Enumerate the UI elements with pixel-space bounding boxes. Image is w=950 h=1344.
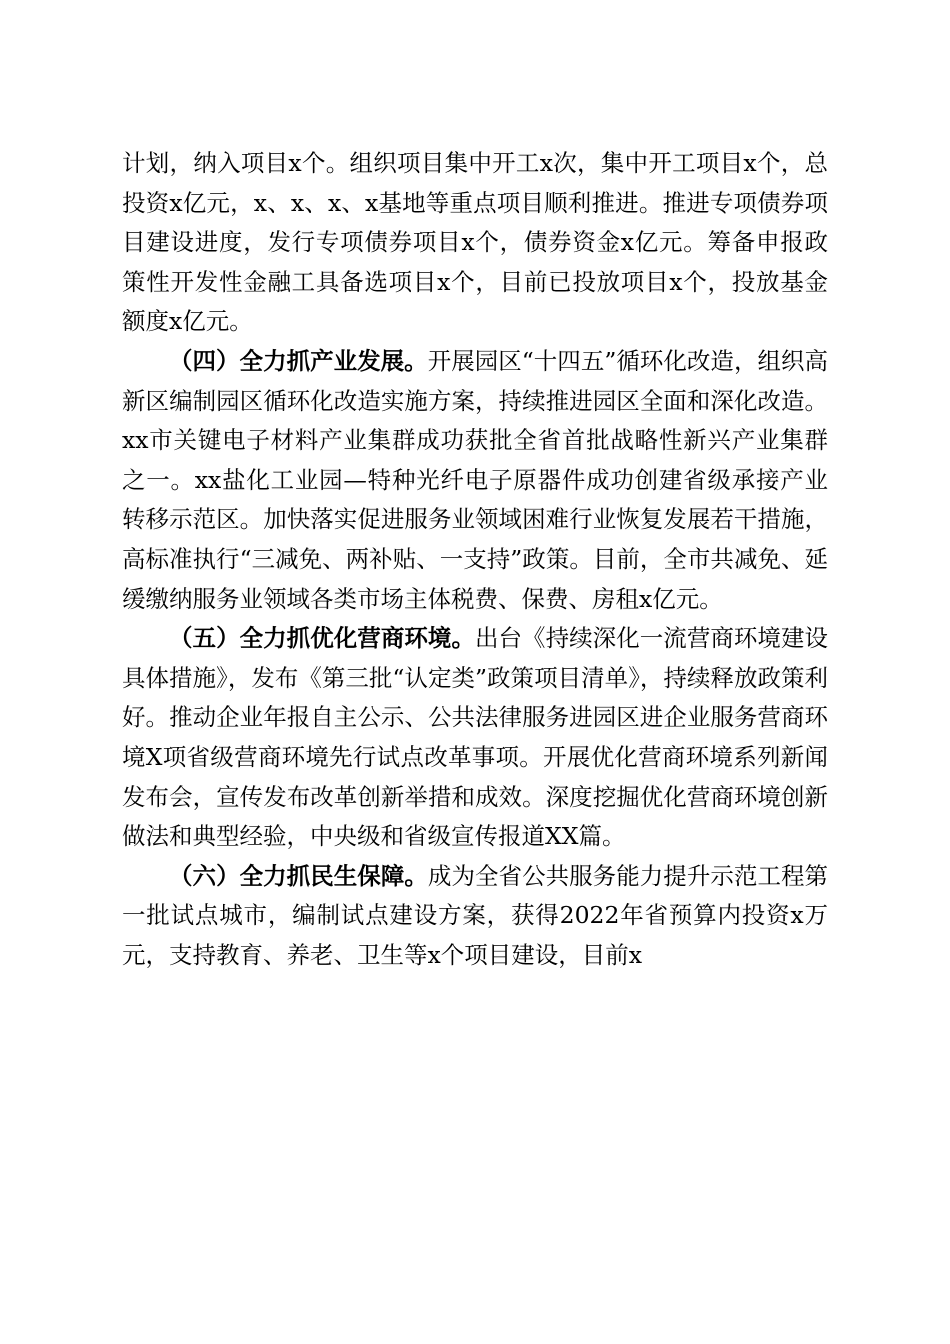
section-heading-5: （五）全力抓优化营商环境。 bbox=[169, 624, 475, 653]
document-body bbox=[122, 144, 828, 975]
paragraph-text: 成为全省公共服务能力提升示范工程第一批试点城市，编制试点建设方案，获得2022年省预算内投资x万元，支持教育、养老、卫生等x个项目建设，目前x bbox=[122, 861, 829, 969]
section-heading-4: （四）全力抓产业发展。 bbox=[169, 346, 428, 375]
paragraph-business-environment bbox=[122, 619, 828, 857]
paragraph-industry-development bbox=[122, 342, 828, 619]
paragraph-text: 出台《持续深化一流营商环境建设具体措施》，发布《第三批“认定类”政策项目清单》，持续释放政策利好。推动企业年报自主公示、公共法律服务进园区进企业服务营商环境X项省级营商环境先行试点改革事项。开展优化营商环境系列新闻发布会，宣传发布改革创新举措和成效。深度挖掘优化营商环境创新做法和典型经验，中央级和省级宣传报道XX篇。 bbox=[122, 624, 829, 851]
paragraph-livelihood bbox=[122, 857, 828, 976]
paragraph-text: 开展园区“十四五”循环化改造，组织高新区编制园区循环化改造实施方案，持续推进园区全面和深化改造。xx市关键电子材料产业集群成功获批全省首批战略性新兴产业集群之一。xx盐化工业园—特种光纤电子原器件成功创建省级承接产业转移示范区。加快落实促进服务业领域困难行业恢复发展若干措施，高标准执行“三减免、两补贴、一支持”政策。目前，全市共减免、延缓缴纳服务业领域各类市场主体税费、保费、房租x亿元。 bbox=[122, 346, 828, 613]
paragraph-text: 计划，纳入项目x个。组织项目集中开工x次，集中开工项目x个，总投资x亿元，x、x、x、x基地等重点项目顺利推进。推进专项债券项目建设进度，发行专项债券项目x个，债券资金x亿元。筹备申报政策性开发性金融工具备选项目x个，目前已投放项目x个，投放基金额度x亿元。 bbox=[122, 149, 828, 336]
section-heading-6: （六）全力抓民生保障。 bbox=[169, 861, 428, 890]
paragraph-continuation bbox=[122, 144, 828, 342]
